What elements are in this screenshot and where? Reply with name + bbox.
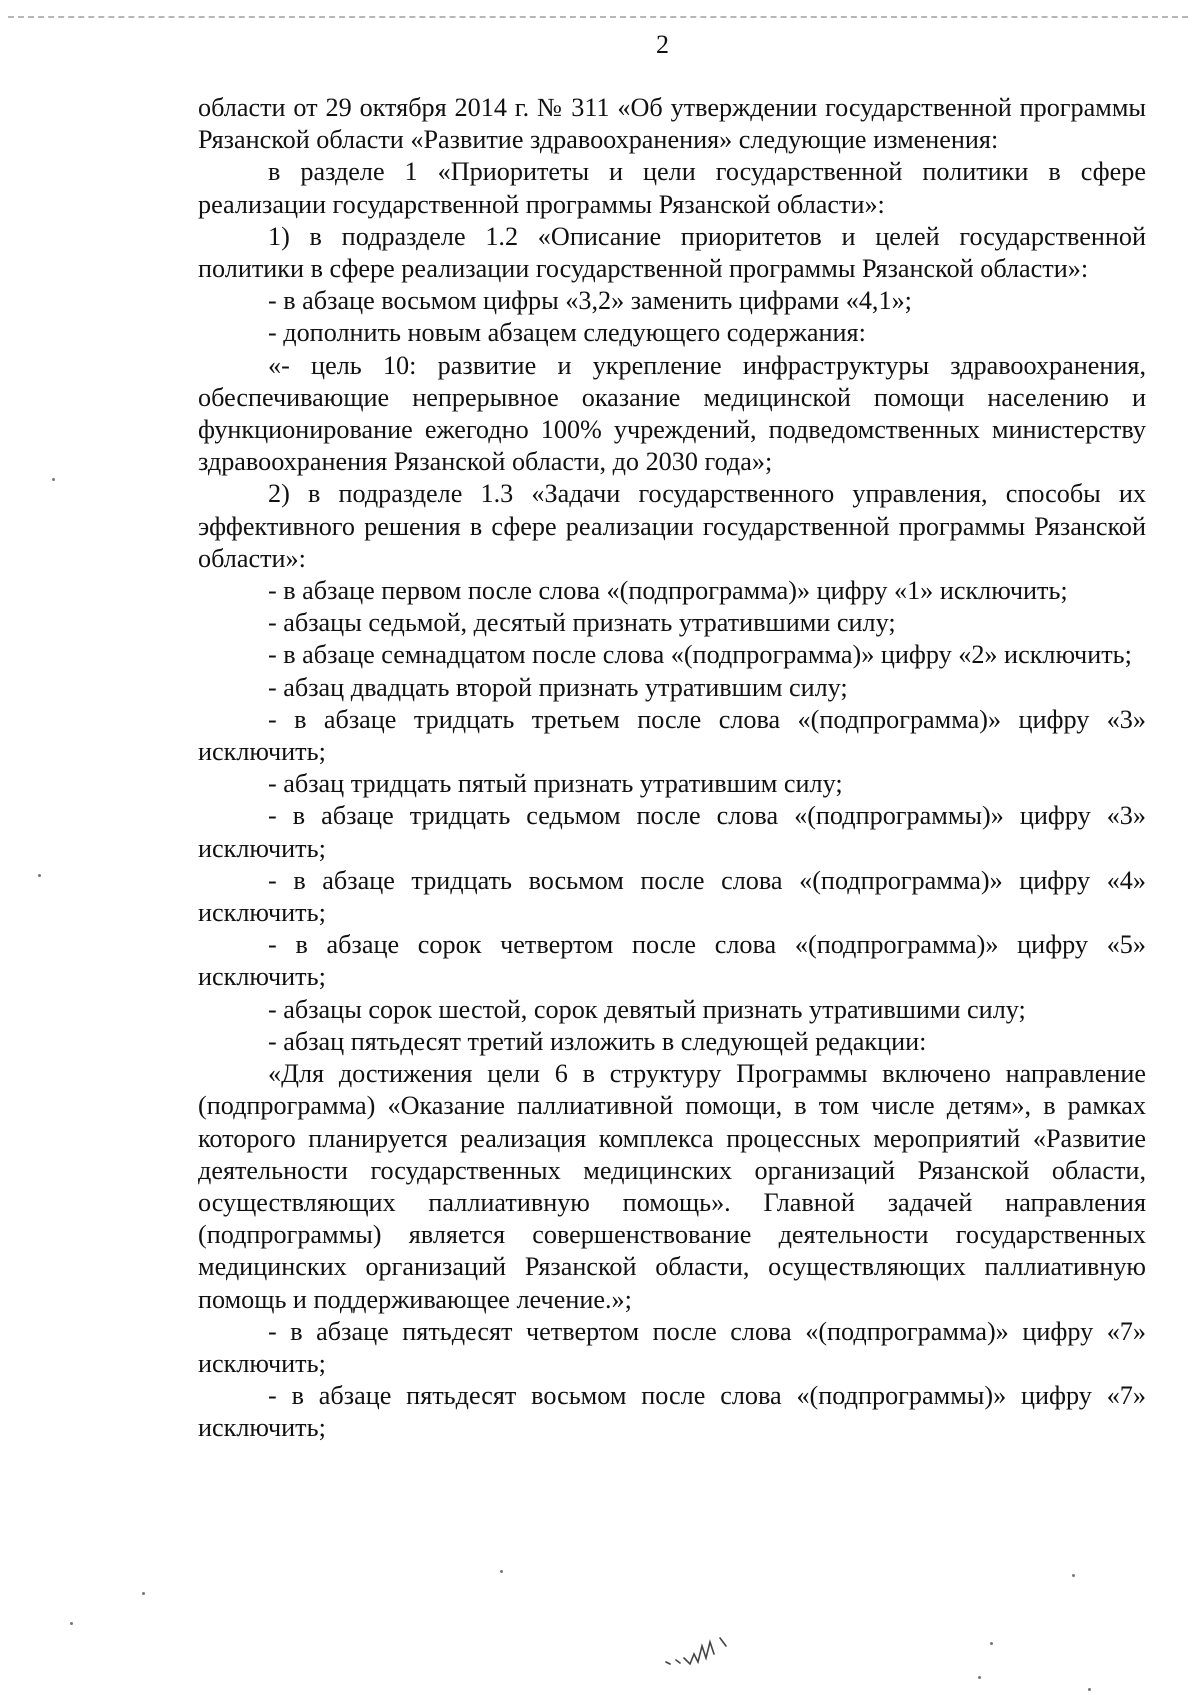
page-number: 2 bbox=[656, 30, 669, 59]
paragraph-3: 1) в подразделе 1.2 «Описание приоритетов и целей государственной политики в сфере реализации государственной программы Рязанской области»: bbox=[198, 221, 1146, 284]
scan-speck bbox=[70, 1622, 73, 1625]
scan-speck bbox=[1088, 1688, 1091, 1691]
paragraph-18: - абзац пятьдесят третий изложить в следующей редакции: bbox=[268, 1026, 927, 1056]
scan-speck bbox=[142, 1592, 145, 1595]
paragraph-14: - в абзаце тридцать седьмом после слова «(подпрограммы)» цифру «3» исключить; bbox=[198, 801, 1146, 863]
paragraph-20: - в абзаце пятьдесят четвертом после слова «(подпрограмма)» цифру «7» исключить; bbox=[198, 1316, 1146, 1378]
paragraph-13: - абзац тридцать пятый признать утратившим силу; bbox=[268, 769, 843, 799]
paragraph-4: - в абзаце восьмом цифры «3,2» заменить цифрами «4,1»; bbox=[268, 286, 912, 316]
scan-speck bbox=[978, 1676, 981, 1679]
scan-speck bbox=[1072, 1574, 1075, 1577]
paragraph-17: - абзацы сорок шестой, сорок девятый признать утратившими силу; bbox=[268, 994, 1026, 1024]
scan-speck bbox=[38, 874, 41, 877]
paragraph-16: - в абзаце сорок четвертом после слова «(подпрограмма)» цифру «5» исключить; bbox=[198, 930, 1146, 992]
paragraph-9: - абзацы седьмой, десятый признать утратившими силу; bbox=[268, 608, 896, 638]
paragraph-8: - в абзаце первом после слова «(подпрограмма)» цифру «1» исключить; bbox=[268, 576, 1068, 606]
paragraph-2: в разделе 1 «Приоритеты и цели государственной политики в сфере реализации государственной программы Рязанской области»: bbox=[198, 157, 1146, 219]
scan-speck bbox=[52, 478, 55, 481]
paragraph-5: - дополнить новым абзацем следующего содержания: bbox=[268, 318, 866, 348]
paragraph-21: - в абзаце пятьдесят восьмом после слова «(подпрограммы)» цифру «7» исключить; bbox=[198, 1381, 1146, 1443]
paragraph-7: 2) в подразделе 1.3 «Задачи государственного управления, способы их эффективного решения в сфере реализации государственной программы Рязанской области»: bbox=[198, 479, 1146, 573]
paragraph-1: области от 29 октября 2014 г. № 311 «Об утверждении государственной программы Рязанской области «Развитие здравоохранения» следующие изменения: bbox=[198, 93, 1146, 155]
paragraph-19: «Для достижения цели 6 в структуру Программы включено направление (подпрограмма) «Оказание паллиативной помощи, в том числе детям», в рамках которого планируется реализация комплекса процессных мероприятий «Развитие деятельности государственных медицинских организаций Рязанской области, осуществляющих паллиативную помощь». Главной задачей направления (подпрограммы) является совершенствование деятельности государственных медицинских организаций Рязанской области, осуществляющих паллиативную помощь и поддерживающее лечение.»; bbox=[198, 1059, 1146, 1314]
document-body bbox=[198, 92, 1146, 1445]
paragraph-15: - в абзаце тридцать восьмом после слова «(подпрограмма)» цифру «4» исключить; bbox=[198, 865, 1146, 928]
initials-mark bbox=[660, 1624, 750, 1674]
paragraph-11: - абзац двадцать второй признать утратившим силу; bbox=[268, 672, 848, 702]
paragraph-6: «- цель 10: развитие и укрепление инфраструктуры здравоохранения, обеспечивающие непрерывное оказание медицинской помощи населению и функционирование ежегодно 100% учреждений, подведомственных министерству здравоохранения Рязанской области, до 2030 года»; bbox=[198, 350, 1146, 477]
scan-speck bbox=[500, 1570, 503, 1573]
paragraph-10: - в абзаце семнадцатом после слова «(подпрограмма)» цифру «2» исключить; bbox=[268, 640, 1132, 670]
paragraph-12: - в абзаце тридцать третьем после слова «(подпрограмма)» цифру «3» исключить; bbox=[198, 704, 1146, 767]
scan-speck bbox=[990, 1642, 993, 1645]
scan-top-border bbox=[8, 16, 1188, 18]
